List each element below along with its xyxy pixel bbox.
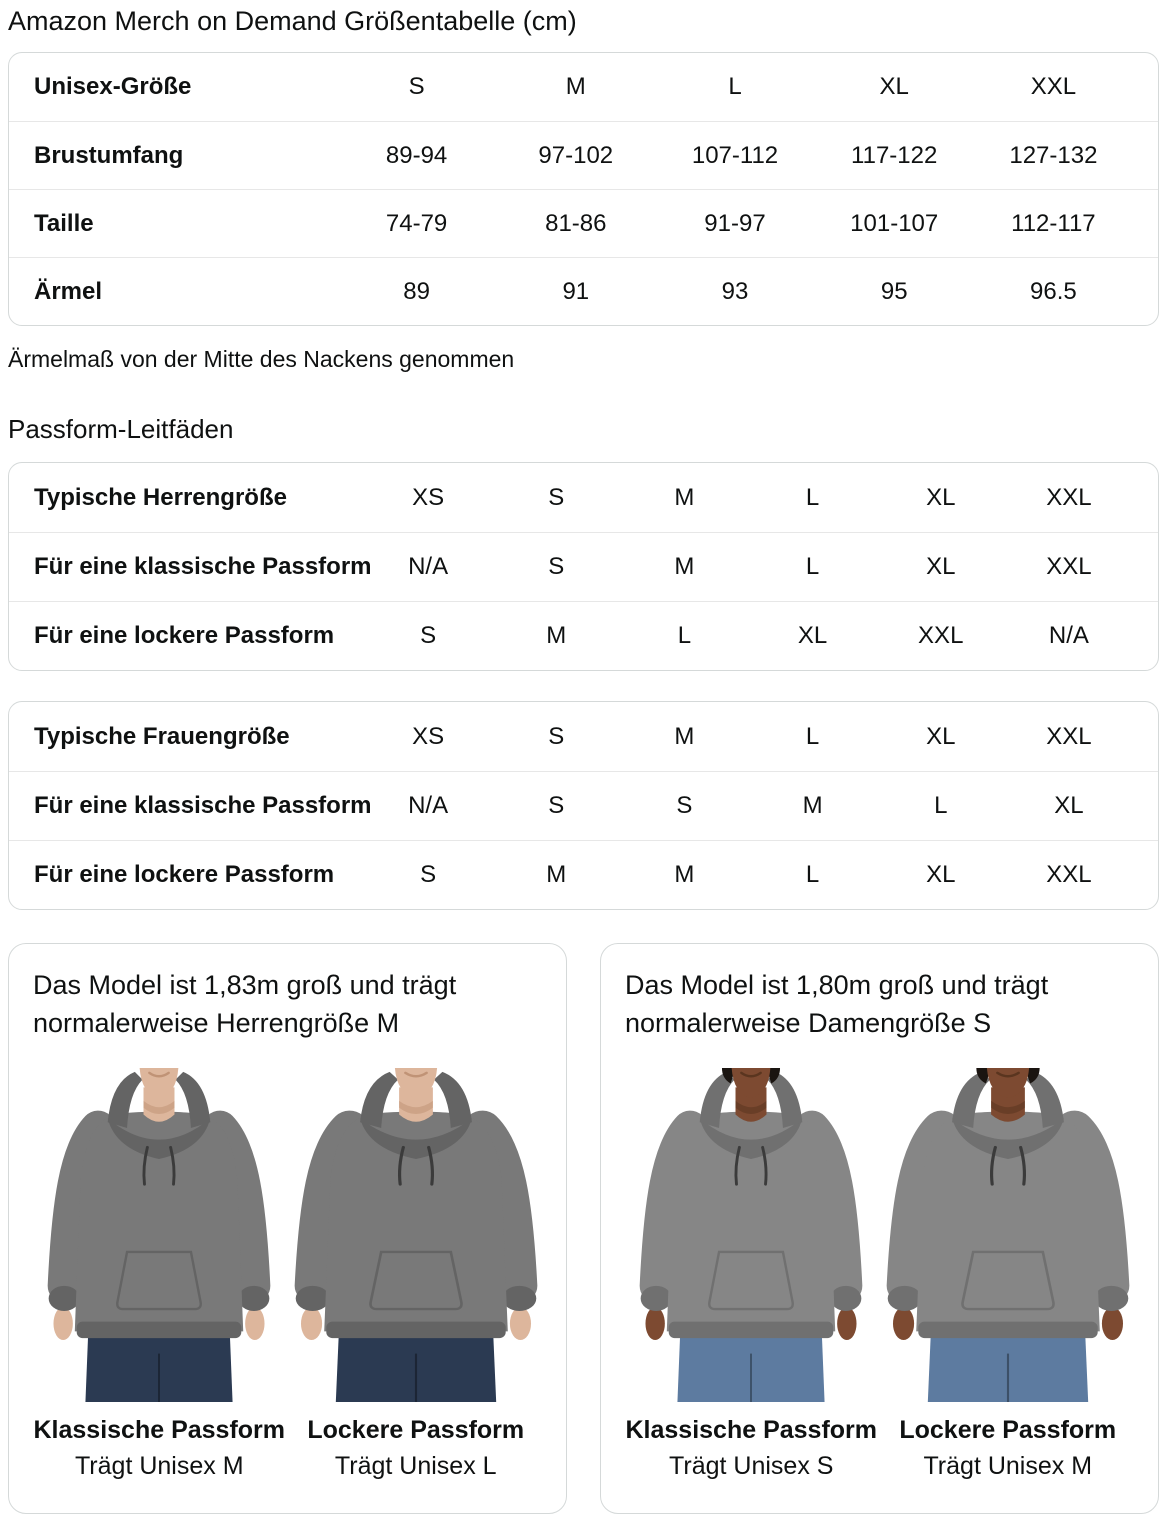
size-cell: S	[408, 73, 425, 100]
size-cell: M	[802, 792, 823, 819]
fit-label: Klassische Passform	[33, 1416, 286, 1444]
model-description: Das Model ist 1,83m groß und trägt normalerweise Herrengröße M	[33, 970, 457, 1038]
table-row	[9, 532, 1158, 601]
size-cell: S	[548, 483, 565, 511]
row-label: Typische Herrengröße	[34, 483, 287, 511]
size-cell: 101-107	[850, 209, 939, 237]
size-table	[8, 52, 1159, 326]
size-cell: M	[565, 73, 586, 100]
size-cell: 107-112	[691, 141, 779, 169]
table-row	[9, 702, 1158, 771]
size-cell: 96.5	[1030, 277, 1077, 305]
size-cell: XL	[926, 483, 956, 511]
size-cell: 93	[721, 277, 749, 305]
size-cell: XL	[926, 861, 956, 888]
size-cell: S	[420, 861, 437, 888]
row-label: Taille	[34, 209, 94, 237]
table-row	[9, 463, 1158, 532]
size-cell: XXL	[1030, 73, 1077, 100]
row-label: Brustumfang	[34, 141, 184, 169]
size-cell: 112-117	[1011, 209, 1096, 237]
model-photo-loose-fit	[876, 1064, 1140, 1406]
model-figure-classic	[33, 1064, 286, 1481]
table-row	[9, 840, 1158, 909]
table-row	[9, 53, 1158, 121]
size-cell: XXL	[1046, 722, 1092, 750]
size-cell: S	[548, 722, 565, 750]
size-cell: 117-122	[851, 141, 938, 169]
model-figures	[33, 1064, 542, 1481]
size-cell: XL	[797, 622, 828, 649]
size-cell: 89-94	[385, 141, 448, 169]
size-cell: S	[548, 553, 565, 580]
fit-label: Lockere Passform	[307, 1416, 525, 1444]
size-cell: M	[674, 483, 695, 511]
size-cell: 91-97	[704, 209, 766, 237]
model-photo-classic-fit	[38, 1064, 280, 1406]
size-worn-label: Trägt Unisex L	[334, 1452, 497, 1480]
size-cell: 91	[562, 277, 590, 305]
size-cell: N/A	[408, 553, 449, 580]
size-cell: XL	[926, 553, 956, 580]
size-cell: 95	[880, 277, 908, 305]
row-label: Unisex-Größe	[34, 73, 192, 100]
row-label: Typische Frauengröße	[34, 722, 290, 750]
table-row	[9, 771, 1158, 840]
womens-fit-table	[8, 701, 1159, 910]
size-cell: 89	[403, 277, 430, 305]
model-figure-classic	[625, 1064, 878, 1481]
female-model-card	[600, 943, 1159, 1514]
size-cell: L	[805, 553, 820, 580]
size-worn-label: Trägt Unisex S	[669, 1452, 834, 1480]
fit-label: Klassische Passform	[625, 1416, 878, 1444]
size-cell: L	[677, 622, 692, 649]
table-row	[9, 257, 1158, 325]
table-row	[9, 121, 1158, 189]
size-worn-label: Trägt Unisex M	[923, 1452, 1093, 1480]
size-worn-label: Trägt Unisex M	[74, 1452, 244, 1480]
sleeve-measurement-note: Ärmelmaß von der Mitte des Nackens genommen	[8, 346, 515, 372]
row-label: Für eine klassische Passform	[34, 553, 372, 580]
size-cell: N/A	[1048, 622, 1089, 649]
size-cell: M	[546, 622, 567, 649]
size-cell: L	[805, 861, 820, 888]
model-description: Das Model ist 1,80m groß und trägt normalerweise Damengröße S	[625, 970, 1049, 1038]
size-cell: XL	[879, 73, 909, 100]
size-cell: XL	[1054, 792, 1084, 819]
mens-fit-table	[8, 462, 1159, 671]
size-cell: XXL	[1046, 553, 1092, 580]
size-cell: XXL	[1046, 861, 1092, 888]
size-cell: 74-79	[385, 209, 448, 237]
model-figure-loose	[290, 1064, 543, 1481]
table-row	[9, 189, 1158, 257]
size-cell: XXL	[1046, 483, 1092, 511]
size-cell: L	[728, 73, 742, 100]
size-cell: XS	[412, 722, 445, 750]
table-row	[9, 601, 1158, 670]
model-photo-loose-fit	[284, 1064, 548, 1406]
page-title: Amazon Merch on Demand Größentabelle (cm)	[8, 6, 577, 36]
size-cell: S	[420, 622, 437, 649]
model-figure-loose	[882, 1064, 1135, 1481]
size-cell: N/A	[408, 792, 449, 819]
size-cell: XL	[926, 722, 956, 750]
fit-label: Lockere Passform	[899, 1416, 1117, 1444]
row-label: Für eine lockere Passform	[34, 861, 335, 888]
row-label: Ärmel	[34, 277, 103, 305]
size-cell: 81-86	[545, 209, 607, 237]
size-cell: S	[548, 792, 565, 819]
size-cell: L	[805, 722, 820, 750]
size-cell: S	[676, 792, 693, 819]
size-cell: 97-102	[538, 141, 614, 169]
model-photo-classic-fit	[630, 1064, 872, 1406]
size-cell: L	[805, 483, 820, 511]
size-cell: M	[546, 861, 567, 888]
size-cell: 127-132	[1009, 141, 1098, 169]
size-cell: L	[934, 792, 948, 819]
row-label: Für eine lockere Passform	[34, 622, 335, 649]
size-cell: XXL	[918, 622, 964, 649]
row-label: Für eine klassische Passform	[34, 792, 372, 819]
size-cell: XS	[412, 483, 445, 511]
size-cell: M	[674, 722, 695, 750]
size-cell: M	[674, 553, 695, 580]
model-cards	[8, 943, 1159, 1514]
fit-guides-title: Passform-Leitfäden	[8, 414, 234, 444]
size-cell: M	[674, 861, 695, 888]
male-model-card	[8, 943, 567, 1514]
model-figures	[625, 1064, 1134, 1481]
